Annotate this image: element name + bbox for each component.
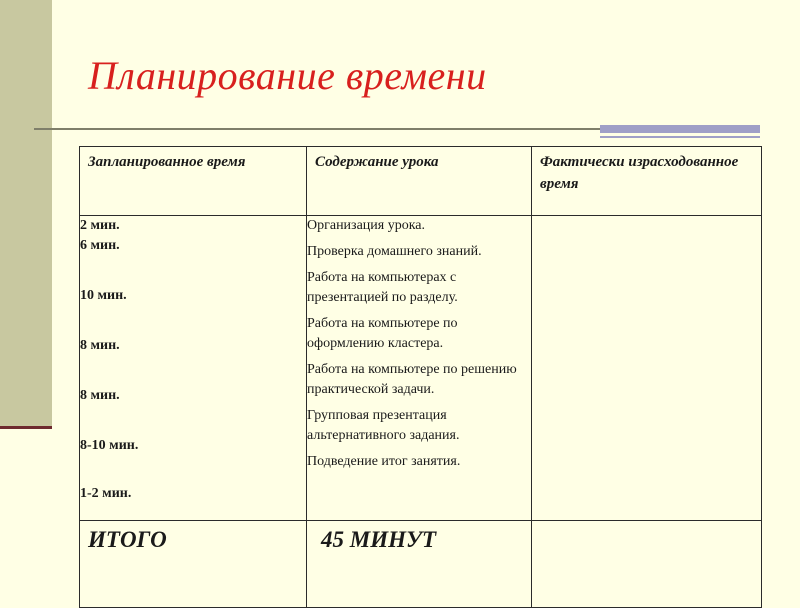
content-item: Работа на компьютере по оформлению кластера.	[307, 316, 458, 351]
time-item: 2 мин.	[80, 218, 120, 233]
actual-time-cell	[532, 216, 762, 521]
time-item: 6 мин.	[80, 238, 120, 253]
left-decorative-bar	[0, 0, 52, 426]
total-label: ИТОГО	[80, 521, 307, 608]
time-item: 10 мин.	[80, 288, 127, 303]
content-item: Организация урока.	[307, 218, 426, 233]
time-item: 8-10 мин.	[80, 438, 139, 453]
header-lesson-content: Содержание урока	[307, 147, 532, 216]
table-row	[80, 216, 762, 521]
content-item: Проверка домашнего знаний.	[307, 244, 482, 259]
planned-time-list	[80, 216, 306, 504]
total-value: 45 МИНУТ	[307, 521, 532, 608]
table-header-row	[80, 147, 762, 216]
content-item: Подведение итог занятия.	[307, 454, 461, 469]
header-actual-time: Фактически израсходованное время	[532, 147, 762, 216]
time-item: 8 мин.	[80, 338, 120, 353]
total-actual-cell	[532, 521, 762, 608]
time-item: 1-2 мин.	[80, 486, 132, 501]
title-divider	[34, 128, 600, 130]
title-divider-accent	[600, 125, 760, 133]
lesson-content-cell	[307, 216, 532, 521]
content-item: Работа на компьютерах с презентацией по разделу.	[307, 270, 458, 305]
left-bar-underline	[0, 426, 52, 429]
content-item: Работа на компьютере по решению практической задачи.	[307, 362, 517, 397]
slide-title: Планирование времени	[88, 53, 487, 98]
time-item: 8 мин.	[80, 388, 120, 403]
planned-time-cell	[80, 216, 307, 521]
total-row	[80, 521, 762, 608]
time-planning-table	[79, 146, 762, 608]
lesson-content-list	[307, 216, 531, 472]
header-planned-time: Запланированное время	[80, 147, 307, 216]
content-item: Групповая презентация альтернативного задания.	[307, 408, 460, 443]
title-divider-accent-line	[600, 136, 760, 138]
